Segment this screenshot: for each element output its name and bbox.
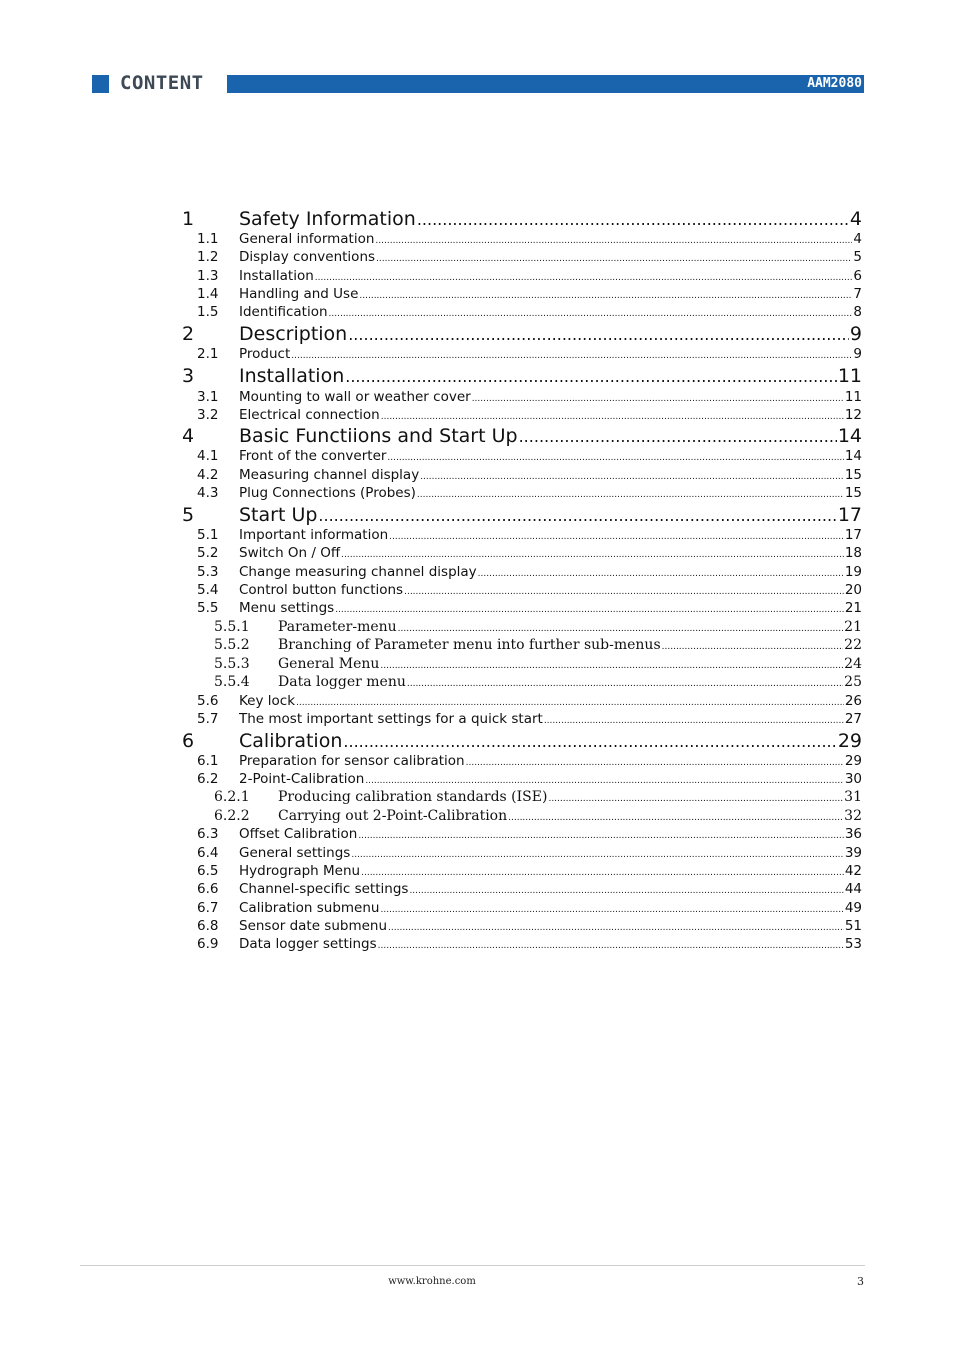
toc-dot-leader	[315, 270, 853, 286]
toc-entry-line	[239, 693, 862, 711]
toc-entry-number: 4.2	[197, 467, 219, 483]
toc-dot-leader	[348, 324, 849, 346]
toc-entry-page: 22	[844, 637, 862, 653]
toc-entry-title[interactable]: Basic Functiions and Start Up	[239, 425, 518, 447]
toc-dot-leader	[359, 288, 852, 304]
toc-entry-title[interactable]: Measuring channel display	[239, 467, 420, 483]
toc-dot-leader	[335, 602, 844, 618]
toc-entry-number: 1	[182, 208, 195, 230]
toc-entry-number: 5.1	[197, 527, 219, 543]
toc-entry-number: 1.1	[197, 231, 219, 247]
toc-entry-page: 17	[844, 527, 862, 543]
toc-dot-leader	[365, 773, 844, 789]
toc-entry-number: 5.5.3	[214, 656, 250, 672]
toc-entry-page: 51	[844, 918, 862, 934]
toc-entry-title[interactable]: Data logger menu	[278, 674, 406, 690]
toc-entry-line	[239, 771, 862, 789]
toc-entry-page: 5	[853, 249, 862, 265]
toc-entry-page: 36	[844, 826, 862, 842]
toc-dot-leader	[329, 306, 853, 322]
toc-entry-title[interactable]: Product	[239, 346, 291, 362]
toc-entry-number: 6.1	[197, 753, 219, 769]
toc-entry-page: 14	[837, 425, 862, 447]
toc-dot-leader	[380, 902, 843, 918]
toc-entry-line	[239, 711, 862, 729]
header-square-marker	[92, 75, 109, 93]
toc-entry-title[interactable]: Front of the converter	[239, 448, 387, 464]
toc-entry-title[interactable]: Display conventions	[239, 249, 376, 265]
toc-entry-title[interactable]: Installation	[239, 365, 345, 387]
toc-dot-leader	[519, 426, 837, 448]
toc-entry-title[interactable]: Electrical connection	[239, 407, 380, 423]
toc-entry-number: 5.5.4	[214, 674, 250, 690]
toc-dot-leader	[296, 695, 844, 711]
toc-entry-title[interactable]: Mounting to wall or weather cover	[239, 389, 471, 405]
toc-entry-title[interactable]: Calibration submenu	[239, 900, 380, 916]
toc-entry-page: 4	[853, 231, 862, 247]
toc-entry-title[interactable]: General information	[239, 231, 375, 247]
toc-entry-number: 6.7	[197, 900, 219, 916]
toc-entry-page: 15	[844, 485, 862, 501]
toc-entry-line	[239, 467, 862, 485]
toc-entry-number: 4	[182, 425, 195, 447]
toc-entry-title[interactable]: Carrying out 2-Point-Calibration	[278, 808, 508, 824]
toc-entry-line	[278, 619, 862, 637]
toc-dot-leader	[387, 450, 843, 466]
toc-entry-line	[239, 582, 862, 600]
toc-entry-title[interactable]: Sensor date submenu	[239, 918, 388, 934]
toc-dot-leader	[388, 920, 844, 936]
toc-entry-number: 4.1	[197, 448, 219, 464]
toc-dot-leader	[358, 828, 844, 844]
toc-entry-page: 30	[844, 771, 862, 787]
toc-entry-line	[278, 656, 862, 674]
toc-entry-page: 29	[844, 753, 862, 769]
toc-entry-number: 6.6	[197, 881, 219, 897]
toc-dot-leader	[345, 366, 837, 388]
toc-entry-line	[239, 286, 862, 304]
toc-dot-leader	[381, 409, 844, 425]
toc-entry-line	[239, 504, 862, 527]
toc-entry-number: 5.5.2	[214, 637, 250, 653]
toc-entry-page: 9	[849, 323, 862, 345]
toc-dot-leader	[420, 469, 844, 485]
toc-entry-line	[239, 485, 862, 503]
toc-entry-line	[278, 789, 862, 807]
toc-dot-leader	[466, 755, 844, 771]
toc-entry-page: 24	[844, 656, 862, 672]
toc-entry-line	[239, 389, 862, 407]
page-title: CONTENT	[120, 72, 204, 94]
toc-entry-title[interactable]: Data logger settings	[239, 936, 377, 952]
toc-dot-leader	[478, 566, 844, 582]
toc-entry-page: 42	[844, 863, 862, 879]
toc-entry-title[interactable]: Preparation for sensor calibration	[239, 753, 465, 769]
toc-entry-line	[239, 900, 862, 918]
toc-entry-title[interactable]: Control button functions	[239, 582, 404, 598]
toc-entry-title[interactable]: Description	[239, 323, 348, 345]
toc-entry-page: 21	[844, 619, 862, 635]
toc-entry-page: 4	[849, 208, 862, 230]
toc-entry-line	[239, 730, 862, 753]
toc-entry-number: 5.6	[197, 693, 219, 709]
toc-entry-title[interactable]: Switch On / Off	[239, 545, 341, 561]
toc-entry-number: 6.2	[197, 771, 219, 787]
toc-entry-page: 26	[844, 693, 862, 709]
toc-entry-line	[239, 407, 862, 425]
toc-entry-number: 3	[182, 365, 195, 387]
document-id: AAM2080	[807, 76, 862, 91]
toc-entry-title[interactable]: Change measuring channel display	[239, 564, 477, 580]
toc-entry-title[interactable]: Identification	[239, 304, 328, 320]
toc-entry-number: 2.1	[197, 346, 219, 362]
toc-dot-leader	[409, 883, 843, 899]
toc-entry-line	[239, 304, 862, 322]
toc-entry-line	[239, 208, 862, 231]
toc-entry-page: 21	[844, 600, 862, 616]
toc-entry-page: 39	[844, 845, 862, 861]
toc-entry-line	[239, 881, 862, 899]
toc-dot-leader	[472, 391, 844, 407]
toc-entry-page: 9	[853, 346, 862, 362]
toc-entry-number: 2	[182, 323, 195, 345]
toc-entry-line	[239, 600, 862, 618]
toc-entry-title[interactable]: Calibration	[239, 730, 343, 752]
toc-entry-line	[239, 918, 862, 936]
toc-entry-line	[239, 845, 862, 863]
toc-entry-page: 19	[844, 564, 862, 580]
toc-entry-number: 5	[182, 504, 195, 526]
toc-entry-page: 44	[844, 881, 862, 897]
toc-dot-leader	[318, 505, 836, 527]
toc-entry-line	[239, 564, 862, 582]
toc-entry-title[interactable]: Menu settings	[239, 600, 335, 616]
toc-entry-page: 49	[844, 900, 862, 916]
toc-dot-leader	[351, 847, 843, 863]
toc-entry-page: 14	[844, 448, 862, 464]
toc-entry-line	[239, 545, 862, 563]
toc-dot-leader	[389, 529, 844, 545]
toc-entry-line	[278, 674, 862, 692]
toc-entry-title[interactable]: Key lock	[239, 693, 296, 709]
toc-entry-title[interactable]: Hydrograph Menu	[239, 863, 361, 879]
toc-entry-title[interactable]: Parameter-menu	[278, 619, 397, 635]
footer-url[interactable]: www.krohne.com	[388, 1276, 476, 1287]
toc-dot-leader	[376, 251, 852, 267]
toc-entry-page: 20	[844, 582, 862, 598]
toc-entry-page: 29	[837, 730, 862, 752]
toc-dot-leader	[544, 713, 844, 729]
toc-entry-line	[239, 346, 862, 364]
toc-entry-title[interactable]: Plug Connections (Probes)	[239, 485, 416, 501]
toc-entry-line	[239, 268, 862, 286]
toc-entry-title[interactable]: Producing calibration standards (ISE)	[278, 789, 548, 805]
toc-entry-page: 18	[844, 545, 862, 561]
toc-dot-leader	[361, 865, 844, 881]
footer-divider	[80, 1265, 865, 1266]
toc-entry-page: 31	[844, 789, 862, 805]
toc-dot-leader	[548, 791, 843, 807]
toc-entry-page: 27	[844, 711, 862, 727]
toc-entry-number: 6.5	[197, 863, 219, 879]
toc-entry-title[interactable]: 2-Point-Calibration	[239, 771, 365, 787]
toc-dot-leader	[378, 938, 844, 954]
toc-entry-number: 6.3	[197, 826, 219, 842]
toc-entry-number: 1.5	[197, 304, 219, 320]
toc-entry-page: 53	[844, 936, 862, 952]
toc-dot-leader	[343, 731, 836, 753]
toc-entry-number: 1.2	[197, 249, 219, 265]
toc-dot-leader	[417, 209, 849, 231]
toc-dot-leader	[398, 621, 844, 637]
toc-entry-line	[239, 249, 862, 267]
toc-entry-line	[239, 365, 862, 388]
toc-entry-title[interactable]: Channel-specific settings	[239, 881, 409, 897]
toc-entry-line	[239, 527, 862, 545]
toc-entry-title[interactable]: Safety Information	[239, 208, 416, 230]
toc-dot-leader	[291, 348, 852, 364]
toc-entry-number: 1.3	[197, 268, 219, 284]
toc-entry-title[interactable]: The most important settings for a quick start	[239, 711, 543, 727]
toc-entry-line	[239, 448, 862, 466]
toc-entry-title[interactable]: Start Up	[239, 504, 318, 526]
toc-dot-leader	[404, 584, 844, 600]
toc-entry-title[interactable]: Offset Calibration	[239, 826, 358, 842]
toc-entry-line	[278, 808, 862, 826]
toc-entry-page: 11	[844, 389, 862, 405]
toc-entry-number: 6.2.2	[214, 808, 250, 824]
toc-entry-number: 1.4	[197, 286, 219, 302]
footer-page-number: 3	[857, 1275, 864, 1288]
toc-entry-line	[239, 323, 862, 346]
toc-entry-number: 5.5.1	[214, 619, 250, 635]
toc-entry-line	[239, 425, 862, 448]
toc-dot-leader	[662, 639, 844, 655]
toc-entry-line	[278, 637, 862, 655]
toc-entry-number: 6.4	[197, 845, 219, 861]
toc-entry-number: 6.9	[197, 936, 219, 952]
toc-entry-page: 11	[837, 365, 862, 387]
toc-entry-number: 5.5	[197, 600, 219, 616]
toc-entry-page: 25	[844, 674, 862, 690]
toc-entry-line	[239, 863, 862, 881]
toc-entry-title[interactable]: General settings	[239, 845, 351, 861]
toc-entry-page: 6	[853, 268, 862, 284]
toc-entry-line	[239, 231, 862, 249]
toc-entry-number: 5.2	[197, 545, 219, 561]
toc-dot-leader	[508, 810, 843, 826]
toc-entry-line	[239, 936, 862, 954]
toc-entry-page: 8	[853, 304, 862, 320]
header-bar	[227, 75, 864, 93]
toc-dot-leader	[380, 658, 843, 674]
toc-entry-number: 5.4	[197, 582, 219, 598]
toc-entry-number: 3.1	[197, 389, 219, 405]
toc-entry-title[interactable]: Branching of Parameter menu into further sub-menus	[278, 637, 661, 653]
toc-entry-number: 5.7	[197, 711, 219, 727]
toc-entry-line	[239, 826, 862, 844]
toc-entry-title[interactable]: Handling and Use	[239, 286, 359, 302]
toc-entry-page: 12	[844, 407, 862, 423]
toc-entry-number: 5.3	[197, 564, 219, 580]
toc-entry-title[interactable]: Important information	[239, 527, 389, 543]
toc-dot-leader	[407, 676, 843, 692]
toc-entry-number: 6.8	[197, 918, 219, 934]
toc-entry-title[interactable]: Installation	[239, 268, 314, 284]
toc-entry-page: 17	[837, 504, 862, 526]
toc-entry-number: 6.2.1	[214, 789, 250, 805]
toc-entry-number: 6	[182, 730, 195, 752]
toc-entry-line	[239, 753, 862, 771]
toc-entry-page: 7	[853, 286, 862, 302]
toc-dot-leader	[375, 233, 852, 249]
toc-entry-title[interactable]: General Menu	[278, 656, 380, 672]
toc-entry-page: 15	[844, 467, 862, 483]
toc-dot-leader	[341, 547, 844, 563]
toc-entry-number: 3.2	[197, 407, 219, 423]
toc-entry-number: 4.3	[197, 485, 219, 501]
toc-dot-leader	[417, 487, 844, 503]
toc-entry-page: 32	[844, 808, 862, 824]
